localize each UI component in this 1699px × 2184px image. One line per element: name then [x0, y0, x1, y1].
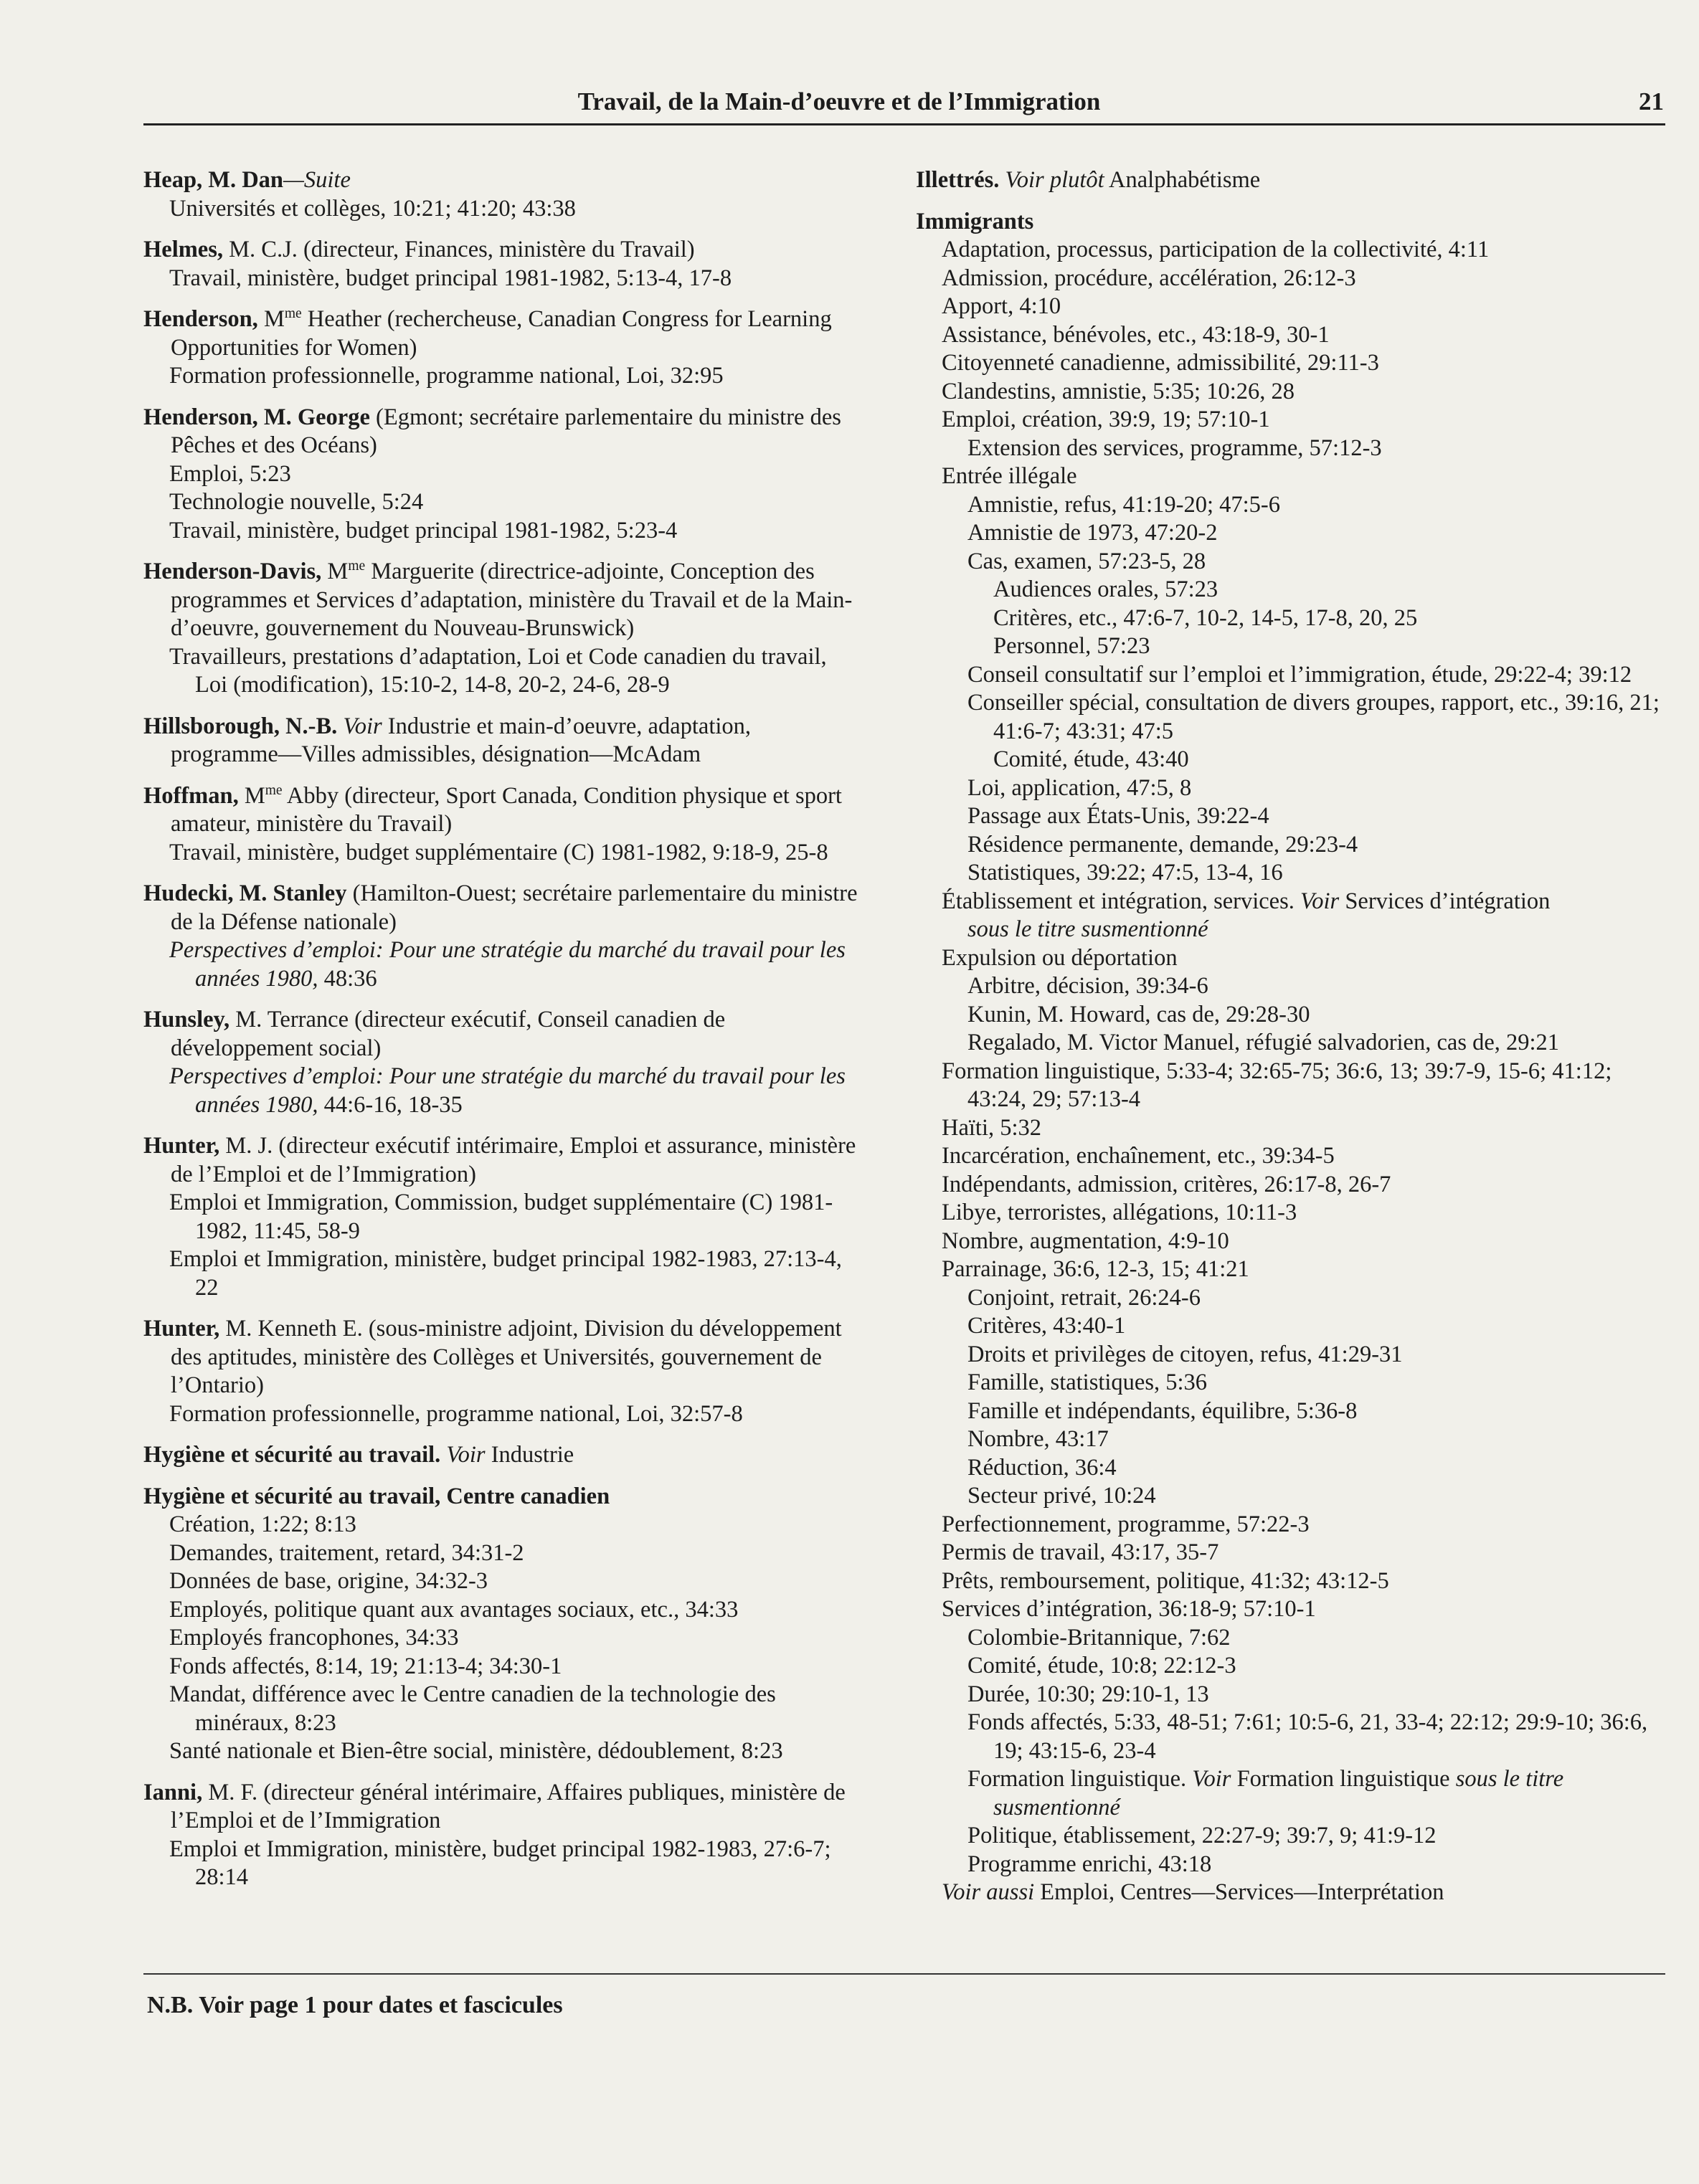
- entry-henderson-george: [143, 404, 861, 546]
- sub-entry: Mandat, différence avec le Centre canadien de la technologie des minéraux, 8:23: [169, 1681, 776, 1736]
- entry-heading: Ianni,: [143, 1779, 203, 1805]
- sub-sub-entry: Amnistie, refus, 41:19-20; 47:5-6: [967, 491, 1280, 518]
- sub-entry: Expulsion ou déportation: [942, 944, 1178, 971]
- cross-ref-voir: Voir: [1186, 1766, 1231, 1792]
- sub-entry: Services d’intégration, 36:18-9; 57:10-1: [942, 1596, 1316, 1622]
- entry-hunter-j: [143, 1132, 861, 1302]
- sub-sub-entry: Politique, établissement, 22:27-9; 39:7, 9; 41:9-12: [967, 1823, 1437, 1848]
- sub-entry: Perfectionnement, programme, 57:22-3: [942, 1511, 1310, 1537]
- entry-desc: M. C.J. (directeur, Finances, ministère du Travail): [223, 237, 695, 262]
- entry-heading: Helmes,: [143, 237, 224, 262]
- entry-desc: Abby (directeur, Sport Canada, Condition physique et sport amateur, ministère du Travail): [171, 782, 842, 837]
- entry-desc: (Egmont; secrétaire parlementaire du ministre des Pêches et des Océans): [171, 404, 841, 458]
- sub-sub-entry: Famille, statistiques, 5:36: [967, 1369, 1208, 1395]
- entry-desc: M. Kenneth E. (sous-ministre adjoint, Division du développement des aptitudes, ministère des Collèges et Universités, gouvernement de l’Ontario): [171, 1316, 842, 1398]
- entry-suite: —Suite: [283, 167, 351, 193]
- sub-sub-entry: Colombie-Britannique, 7:62: [967, 1624, 1231, 1651]
- entry-desc: Analphabétisme: [1104, 167, 1261, 193]
- entry-desc: Marguerite (directrice-adjointe, Conception des programmes et Services d’adaptation, ministère du Travail et de la Main-d’oeuvre, gouvernement du Nouveau-Brunswick): [171, 559, 853, 641]
- book-title: Perspectives d’emploi: Pour une stratégie du marché du travail pour les années 1980,: [169, 937, 846, 992]
- sub-entry: Adaptation, processus, participation de la collectivité, 4:11: [942, 237, 1490, 262]
- sub-entry: Apport, 4:10: [942, 293, 1061, 319]
- sub-entry: Emploi et Immigration, ministère, budget principal 1982-1983, 27:6-7; 28:14: [169, 1836, 831, 1890]
- page-number: 21: [1639, 87, 1664, 115]
- sub-sub-entry: Extension des services, programme, 57:12-3: [967, 435, 1382, 461]
- entry-hunsley: [143, 1006, 861, 1119]
- sub-sub-entry: Kunin, M. Howard, cas de, 29:28-30: [967, 1001, 1310, 1027]
- footer-rule: [143, 1973, 1665, 1975]
- formation-label: Formation linguistique.: [967, 1766, 1187, 1792]
- entry-heading: Hunter,: [143, 1133, 220, 1159]
- cross-ref-target: Services d’intégration: [1339, 888, 1551, 914]
- sub-sub-entry: Regalado, M. Victor Manuel, réfugié salvadorien, cas de, 29:21: [967, 1030, 1560, 1055]
- entry-desc: Heather (rechercheuse, Canadian Congress for Learning Opportunities for Women): [171, 306, 832, 361]
- sub-entry: Emploi et Immigration, ministère, budget principal 1982-1983, 27:13-4, 22: [169, 1246, 842, 1301]
- header-rule: [143, 123, 1665, 125]
- sub-sub-entry: Réduction, 36:4: [967, 1454, 1117, 1481]
- entry-heading: Hygiène et sécurité au travail.: [143, 1442, 441, 1468]
- sub-sub-sub-entry: Personnel, 57:23: [993, 633, 1150, 659]
- sub-entry: Parrainage, 36:6, 12-3, 15; 41:21: [942, 1256, 1249, 1282]
- entry-heading: Hunsley,: [143, 1007, 230, 1032]
- cross-ref-voir: Voir: [337, 713, 382, 739]
- entry-hunter-kenneth: [143, 1315, 861, 1428]
- sub-sub-sub-entry: Critères, etc., 47:6-7, 10-2, 14-5, 17-8, 20, 25: [993, 604, 1418, 631]
- title-superscript: me: [265, 782, 283, 798]
- sub-sub-entry: Nombre, 43:17: [967, 1426, 1109, 1452]
- sub-entry: Universités et collèges, 10:21; 41:20; 43:38: [169, 195, 576, 222]
- sub-entry: Emploi, création, 39:9, 19; 57:10-1: [942, 407, 1270, 432]
- entry-ianni: [143, 1779, 861, 1892]
- entry-hudecki: [143, 880, 861, 993]
- sub-entry: Indépendants, admission, critères, 26:17-8, 26-7: [942, 1171, 1391, 1197]
- sub-sub-entry: Comité, étude, 10:8; 22:12-3: [967, 1653, 1236, 1679]
- title-prefix: M: [238, 782, 265, 809]
- sub-entry: Employés, politique quant aux avantages sociaux, etc., 34:33: [169, 1596, 739, 1623]
- sub-sub-entry: Amnistie de 1973, 47:20-2: [967, 520, 1218, 546]
- sub-sub-entry: Cas, examen, 57:23-5, 28: [967, 548, 1206, 574]
- entry-hygiene-voir: [143, 1441, 861, 1470]
- sub-entry: Données de base, origine, 34:32-3: [169, 1568, 488, 1594]
- title-superscript: me: [348, 559, 366, 574]
- sub-entry: Entrée illégale: [942, 463, 1077, 489]
- entry-heading: Hygiène et sécurité au travail, Centre canadien: [143, 1483, 610, 1509]
- sub-sub-entry: Conseil consultatif sur l’emploi et l’immigration, étude, 29:22-4; 39:12: [967, 661, 1632, 688]
- sub-entry: Nombre, augmentation, 4:9-10: [942, 1228, 1229, 1254]
- entry-heading: Immigrants: [916, 208, 1034, 234]
- entry-henderson-davis: [143, 558, 861, 700]
- entry-heading: Hudecki, M. Stanley: [143, 880, 347, 906]
- entry-helmes: [143, 236, 861, 293]
- sub-entry: Emploi et Immigration, Commission, budget supplémentaire (C) 1981-1982, 11:45, 58-9: [169, 1190, 833, 1244]
- sub-entry: Assistance, bénévoles, etc., 43:18-9, 30-1: [942, 321, 1330, 348]
- title-prefix: M: [257, 306, 285, 332]
- sub-entry: Admission, procédure, accélération, 26:12-3: [942, 265, 1356, 291]
- sub-sub-sub-entry: Audiences orales, 57:23: [993, 576, 1218, 602]
- sub-sub-entry: Secteur privé, 10:24: [967, 1483, 1156, 1509]
- entry-heading: Hillsborough, N.-B.: [143, 713, 338, 739]
- sub-entry: Incarcération, enchaînement, etc., 39:34-5: [942, 1143, 1335, 1169]
- cross-ref-voir: Voir: [440, 1442, 486, 1468]
- sub-entry: [143, 936, 861, 993]
- left-column: [143, 166, 861, 1905]
- sub-sub-sub-entry: Comité, étude, 43:40: [993, 746, 1189, 772]
- sub-entry: [143, 1063, 861, 1119]
- sub-sub-entry: Arbitre, décision, 39:34-6: [967, 973, 1208, 999]
- entry-hygiene-centre: [143, 1483, 861, 1766]
- sub-sub-entry: Conseiller spécial, consultation de divers groupes, rapport, etc., 39:16, 21; 41:6-7; 43:31; 47:5: [967, 690, 1660, 744]
- etablissement-label: Établissement et intégration, services.: [942, 888, 1295, 914]
- sub-entry: Création, 1:22; 8:13: [169, 1511, 356, 1537]
- sub-sub-entry: Conjoint, retrait, 26:24-6: [967, 1284, 1201, 1311]
- entry-heading: Hunter,: [143, 1316, 220, 1342]
- entry-desc: M. J. (directeur exécutif intérimaire, Emploi et assurance, ministère de l’Emploi et de l’Immigration): [171, 1133, 856, 1187]
- entry-desc: Industrie: [485, 1442, 574, 1468]
- entry-heading: Heap, M. Dan: [143, 167, 283, 193]
- page-ref: 48:36: [318, 965, 377, 992]
- sub-entry: Emploi, 5:23: [169, 460, 291, 487]
- cross-ref-target: Formation linguistique: [1231, 1766, 1450, 1792]
- entry-immigrants: [916, 208, 1669, 1907]
- sub-sub-entry: Statistiques, 39:22; 47:5, 13-4, 16: [967, 860, 1283, 886]
- entry-henderson-heather: [143, 305, 861, 391]
- page-header-title: Travail, de la Main-d’oeuvre et de l’Immigration: [577, 87, 1101, 115]
- page-ref: 44:6-16, 18-35: [318, 1091, 463, 1118]
- sub-entry: Formation professionnelle, programme national, Loi, 32:57-8: [169, 1400, 743, 1427]
- sub-entry: Technologie nouvelle, 5:24: [169, 489, 424, 515]
- entry-heading: Illettrés.: [916, 167, 1000, 193]
- sub-entry: Clandestins, amnistie, 5:35; 10:26, 28: [942, 378, 1295, 404]
- cross-ref-qualifier: sous le titre susmentionné: [993, 1766, 1564, 1820]
- sub-entry: Santé nationale et Bien-être social, ministère, dédoublement, 8:23: [169, 1738, 783, 1764]
- sub-entry: [916, 888, 1669, 944]
- sub-sub-entry: Loi, application, 47:5, 8: [967, 774, 1192, 801]
- sub-sub-entry: Droits et privilèges de citoyen, refus, 41:29-31: [967, 1341, 1403, 1367]
- sub-entry: Travail, ministère, budget principal 1981-1982, 5:23-4: [169, 517, 678, 543]
- sub-entry: Haïti, 5:32: [942, 1114, 1042, 1141]
- sub-entry: Prêts, remboursement, politique, 41:32; 43:12-5: [942, 1567, 1389, 1594]
- sub-entry: Travail, ministère, budget principal 1981-1982, 5:13-4, 17-8: [169, 265, 732, 291]
- sub-entry: Formation linguistique, 5:33-4; 32:65-75; 36:6, 13; 39:7-9, 15-6; 41:12; 43:24, 29; 57:13-4: [942, 1058, 1612, 1112]
- entry-desc: Industrie et main-d’oeuvre, adaptation, programme—Villes admissibles, désignation—McAdam: [171, 713, 752, 767]
- entry-heading: Henderson,: [143, 306, 258, 332]
- sub-sub-entry: Critères, 43:40-1: [967, 1313, 1126, 1339]
- sub-entry: [916, 1879, 1669, 1907]
- sub-entry: Libye, terroristes, allégations, 10:11-3: [942, 1200, 1297, 1225]
- sub-sub-entry: Passage aux États-Unis, 39:22-4: [967, 803, 1269, 829]
- title-prefix: M: [321, 559, 349, 584]
- cross-ref-voir: Voir plutôt: [999, 167, 1104, 193]
- sub-entry: Fonds affectés, 8:14, 19; 21:13-4; 34:30-1: [169, 1653, 562, 1679]
- cross-ref-voir: Voir: [1294, 888, 1340, 914]
- sub-sub-entry: Durée, 10:30; 29:10-1, 13: [967, 1681, 1209, 1707]
- sub-entry: Citoyenneté canadienne, admissibilité, 29:11-3: [942, 350, 1379, 376]
- entry-heading: Hoffman,: [143, 782, 239, 809]
- sub-sub-entry: Fonds affectés, 5:33, 48-51; 7:61; 10:5-6, 21, 33-4; 22:12; 29:9-10; 36:6, 19; 43:15-6, 23-4: [967, 1709, 1648, 1764]
- entry-illettres: [916, 166, 1669, 195]
- entry-hoffman: [143, 782, 861, 868]
- cross-ref-qualifier: sous le titre susmentionné: [967, 916, 1208, 942]
- cross-ref-voir-aussi: Voir aussi: [942, 1879, 1035, 1905]
- sub-entry: Travail, ministère, budget supplémentaire (C) 1981-1982, 9:18-9, 25-8: [169, 839, 828, 865]
- sub-entry: Travailleurs, prestations d’adaptation, Loi et Code canadien du travail, Loi (modification), 15:10-2, 14-8, 20-2, 24-6, 28-9: [169, 643, 827, 698]
- entry-heap: [143, 166, 861, 223]
- sub-sub-entry: Famille et indépendants, équilibre, 5:36-8: [967, 1397, 1358, 1424]
- sub-entry: Formation professionnelle, programme national, Loi, 32:95: [169, 363, 724, 389]
- cross-ref-target: Emploi, Centres—Services—Interprétation: [1034, 1879, 1444, 1905]
- entry-desc: M. Terrance (directeur exécutif, Conseil canadien de développement social): [171, 1007, 726, 1061]
- footer-note: N.B. Voir page 1 pour dates et fascicules: [147, 1992, 563, 2018]
- sub-sub-entry: Résidence permanente, demande, 29:23-4: [967, 831, 1358, 858]
- book-title: Perspectives d’emploi: Pour une stratégie du marché du travail pour les années 1980,: [169, 1063, 846, 1118]
- entry-hillsborough: [143, 713, 861, 769]
- title-superscript: me: [284, 306, 302, 322]
- sub-entry: Employés francophones, 34:33: [169, 1625, 459, 1651]
- entry-heading: Henderson-Davis,: [143, 559, 322, 584]
- sub-sub-entry: Programme enrichi, 43:18: [967, 1851, 1212, 1877]
- sub-entry: Permis de travail, 43:17, 35-7: [942, 1539, 1219, 1565]
- right-column: [916, 166, 1669, 1920]
- sub-sub-entry: [916, 1765, 1669, 1822]
- entry-heading: Henderson, M. George: [143, 404, 370, 430]
- sub-entry: Demandes, traitement, retard, 34:31-2: [169, 1539, 524, 1566]
- entry-desc: (Hamilton-Ouest; secrétaire parlementaire du ministre de la Défense nationale): [171, 880, 858, 935]
- entry-desc: M. F. (directeur général intérimaire, Affaires publiques, ministère de l’Emploi et de l’Immigration: [171, 1779, 846, 1833]
